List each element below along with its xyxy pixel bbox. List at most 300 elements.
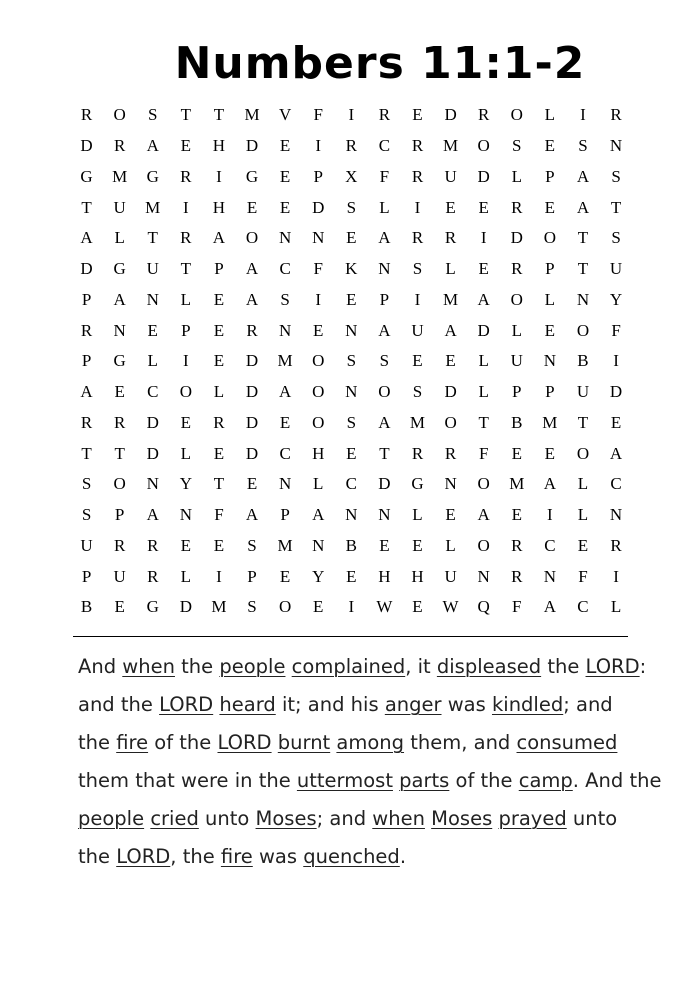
grid-letter[interactable]: S [346, 197, 357, 217]
grid-letter[interactable]: E [246, 197, 258, 217]
grid-letter[interactable]: G [146, 166, 159, 186]
grid-letter[interactable]: T [147, 228, 158, 248]
grid-letter[interactable]: A [278, 382, 292, 402]
grid-letter[interactable]: U [113, 566, 126, 586]
grid-letter[interactable]: O [179, 382, 192, 402]
grid-letter[interactable]: P [545, 259, 555, 279]
grid-letter[interactable]: R [113, 136, 126, 156]
grid-letter[interactable]: R [411, 443, 424, 463]
grid-letter[interactable]: D [146, 443, 159, 463]
grid-letter[interactable]: E [114, 382, 125, 402]
grid-letter[interactable]: R [213, 412, 225, 432]
grid-letter[interactable]: S [611, 166, 621, 186]
grid-letter[interactable]: R [147, 566, 159, 586]
grid-letter[interactable]: C [544, 535, 556, 555]
grid-letter[interactable]: L [577, 505, 589, 525]
grid-letter[interactable]: H [378, 566, 391, 586]
grid-letter[interactable]: E [346, 228, 357, 248]
grid-letter[interactable]: E [610, 412, 622, 432]
grid-letter[interactable]: G [245, 166, 259, 186]
grid-letter[interactable]: S [280, 289, 290, 309]
grid-letter[interactable]: B [577, 351, 589, 371]
grid-letter[interactable]: N [477, 566, 490, 586]
grid-letter[interactable]: A [146, 136, 159, 156]
grid-letter[interactable]: E [544, 136, 556, 156]
grid-letter[interactable]: M [211, 597, 227, 617]
grid-letter[interactable]: L [180, 443, 192, 463]
grid-letter[interactable]: F [379, 166, 390, 186]
grid-letter[interactable]: T [478, 412, 489, 432]
grid-letter[interactable]: I [613, 566, 619, 586]
grid-letter[interactable]: R [80, 320, 93, 340]
grid-letter[interactable]: T [114, 443, 125, 463]
grid-letter[interactable]: S [412, 259, 423, 279]
grid-letter[interactable]: L [180, 566, 192, 586]
grid-letter[interactable]: E [279, 197, 291, 217]
grid-letter[interactable]: N [278, 474, 292, 494]
grid-letter[interactable]: L [313, 474, 324, 494]
grid-letter[interactable]: S [346, 412, 357, 432]
grid-letter[interactable]: N [146, 289, 159, 309]
grid-letter[interactable]: P [214, 259, 224, 279]
grid-letter[interactable]: R [610, 105, 622, 125]
grid-letter[interactable]: O [444, 412, 457, 432]
grid-letter[interactable]: P [114, 505, 125, 525]
grid-letter[interactable]: W [376, 597, 393, 617]
grid-letter[interactable]: L [577, 474, 589, 494]
grid-letter[interactable]: M [145, 197, 161, 217]
grid-letter[interactable]: L [213, 382, 225, 402]
grid-letter[interactable]: E [346, 289, 357, 309]
grid-letter[interactable]: D [312, 197, 325, 217]
grid-letter[interactable]: U [444, 566, 457, 586]
grid-letter[interactable]: E [279, 566, 291, 586]
grid-letter[interactable]: D [80, 136, 93, 156]
hidden-word: displeased [436, 655, 542, 678]
grid-letter[interactable]: R [411, 228, 424, 248]
grid-letter[interactable]: E [279, 166, 291, 186]
grid-letter[interactable]: R [444, 228, 457, 248]
grid-letter[interactable]: A [543, 597, 556, 617]
grid-letter[interactable]: P [379, 289, 390, 309]
grid-letter[interactable]: E [511, 443, 522, 463]
grid-letter[interactable]: P [247, 566, 257, 586]
grid-letter[interactable]: E [180, 535, 192, 555]
grid-letter[interactable]: C [147, 382, 159, 402]
grid-letter[interactable]: G [80, 166, 93, 186]
grid-letter[interactable]: D [245, 443, 259, 463]
grid-letter[interactable]: F [214, 505, 224, 525]
grid-letter[interactable]: S [346, 351, 357, 371]
grid-letter[interactable]: O [576, 320, 590, 340]
grid-letter[interactable]: L [114, 228, 125, 248]
grid-letter[interactable]: R [511, 197, 523, 217]
grid-letter[interactable]: N [146, 474, 159, 494]
grid-letter[interactable]: H [312, 443, 325, 463]
grid-letter[interactable]: A [146, 505, 159, 525]
grid-letter[interactable]: B [511, 412, 523, 432]
grid-letter[interactable]: L [445, 259, 456, 279]
grid-letter[interactable]: L [478, 382, 489, 402]
grid-letter[interactable]: E [279, 412, 291, 432]
grid-letter[interactable]: E [346, 443, 357, 463]
grid-row [70, 285, 633, 316]
grid-letter[interactable]: D [477, 166, 490, 186]
grid-letter[interactable]: P [545, 382, 555, 402]
grid-letter[interactable]: D [80, 259, 93, 279]
grid-letter[interactable]: M [443, 289, 459, 309]
grid-letter[interactable]: P [545, 166, 555, 186]
grid-letter[interactable]: M [542, 412, 558, 432]
grid-letter[interactable]: U [113, 197, 126, 217]
grid-letter[interactable]: K [345, 259, 358, 279]
grid-letter[interactable]: I [580, 105, 586, 125]
grid-letter[interactable]: T [379, 443, 390, 463]
grid-letter[interactable]: E [279, 136, 291, 156]
grid-letter[interactable]: G [113, 259, 126, 279]
grid-letter[interactable]: F [313, 105, 323, 125]
grid-letter[interactable]: N [543, 351, 556, 371]
grid-letter[interactable]: S [247, 597, 257, 617]
grid-letter[interactable]: I [414, 289, 421, 309]
grid-letter[interactable]: A [477, 505, 490, 525]
grid-letter[interactable]: F [478, 443, 489, 463]
grid-letter[interactable]: A [378, 228, 391, 248]
grid-letter[interactable]: C [279, 259, 291, 279]
grid-letter[interactable]: O [312, 351, 325, 371]
grid-letter[interactable]: A [245, 289, 259, 309]
grid-letter[interactable]: C [345, 474, 357, 494]
divider [73, 636, 628, 637]
hidden-word: consumed [516, 731, 618, 754]
grid-letter[interactable]: E [213, 443, 225, 463]
grid-letter[interactable]: D [510, 228, 523, 248]
grid-letter[interactable]: O [312, 382, 325, 402]
grid-letter[interactable]: A [80, 228, 93, 248]
grid-letter[interactable]: E [180, 412, 192, 432]
grid-letter[interactable]: P [81, 351, 92, 371]
grid-letter[interactable]: E [544, 320, 556, 340]
grid-letter[interactable]: R [444, 443, 457, 463]
grid-letter[interactable]: A [576, 166, 590, 186]
grid-letter[interactable]: B [345, 535, 357, 555]
grid-letter[interactable]: E [213, 289, 225, 309]
grid-letter[interactable]: L [544, 105, 556, 125]
grid-letter[interactable]: H [411, 566, 424, 586]
grid-letter[interactable]: M [112, 166, 128, 186]
grid-letter[interactable]: D [245, 382, 259, 402]
grid-letter[interactable]: N [444, 474, 457, 494]
grid-letter[interactable]: E [445, 351, 456, 371]
grid-letter[interactable]: D [444, 105, 457, 125]
grid-letter[interactable]: I [414, 197, 421, 217]
grid-letter[interactable]: D [179, 597, 192, 617]
grid-letter[interactable]: T [610, 197, 622, 217]
grid-letter[interactable]: T [81, 197, 92, 217]
grid-letter[interactable]: X [345, 166, 358, 186]
grid-letter[interactable]: C [610, 474, 622, 494]
grid-letter[interactable]: R [113, 412, 126, 432]
grid-letter[interactable]: O [312, 412, 325, 432]
grid-letter[interactable]: R [180, 166, 192, 186]
grid-letter[interactable]: S [247, 535, 257, 555]
grid-letter[interactable]: D [378, 474, 391, 494]
grid-letter[interactable]: I [182, 351, 189, 371]
grid-letter[interactable]: E [114, 597, 125, 617]
grid-letter[interactable]: R [147, 535, 159, 555]
grid-letter[interactable]: I [216, 566, 222, 586]
grid-letter[interactable]: M [409, 412, 426, 432]
grid-letter[interactable]: V [278, 105, 292, 125]
grid-letter[interactable]: A [245, 259, 259, 279]
grid-letter[interactable]: R [378, 105, 391, 125]
grid-letter[interactable]: U [510, 351, 523, 371]
grid-letter[interactable]: N [278, 320, 292, 340]
grid-letter[interactable]: A [609, 443, 623, 463]
grid-letter[interactable]: R [246, 320, 258, 340]
grid-letter[interactable]: N [345, 505, 358, 525]
grid-letter[interactable]: A [245, 505, 259, 525]
grid-letter[interactable]: H [212, 136, 226, 156]
grid-letter[interactable]: G [146, 597, 159, 617]
grid-letter[interactable]: E [412, 105, 423, 125]
grid-letter[interactable]: E [313, 597, 324, 617]
grid-letter[interactable]: L [379, 197, 390, 217]
grid-letter[interactable]: T [213, 105, 225, 125]
grid-letter[interactable]: F [578, 566, 588, 586]
grid-letter[interactable]: S [578, 136, 588, 156]
grid-letter[interactable]: I [182, 197, 189, 217]
grid-letter[interactable]: O [378, 382, 391, 402]
grid-letter[interactable]: M [443, 136, 459, 156]
grid-letter[interactable]: P [280, 505, 290, 525]
grid-letter[interactable]: E [544, 197, 556, 217]
grid-letter[interactable]: S [512, 136, 522, 156]
grid-letter[interactable]: Y [609, 289, 623, 309]
grid-letter[interactable]: B [80, 597, 93, 617]
grid-letter[interactable]: R [511, 566, 523, 586]
grid-letter[interactable]: S [412, 382, 423, 402]
grid-letter[interactable]: R [180, 228, 192, 248]
grid-letter[interactable]: A [378, 320, 391, 340]
grid-letter[interactable]: F [611, 320, 621, 340]
grid-letter[interactable]: N [576, 289, 590, 309]
grid-letter[interactable]: D [609, 382, 623, 402]
grid-letter[interactable]: R [610, 535, 622, 555]
grid-letter[interactable]: E [313, 320, 324, 340]
grid-letter[interactable]: D [245, 412, 259, 432]
grid-letter[interactable]: D [146, 412, 159, 432]
hidden-word: kindled [491, 693, 564, 716]
grid-letter[interactable]: A [212, 228, 226, 248]
grid-letter[interactable]: O [477, 535, 490, 555]
grid-letter[interactable]: O [278, 597, 292, 617]
grid-letter[interactable]: M [277, 351, 293, 371]
grid-letter[interactable]: Y [179, 474, 192, 494]
grid-letter[interactable]: U [80, 535, 93, 555]
grid-letter[interactable]: W [442, 597, 459, 617]
grid-letter[interactable]: T [577, 228, 589, 248]
grid-letter[interactable]: I [547, 505, 553, 525]
grid-letter[interactable]: D [477, 320, 490, 340]
grid-letter[interactable]: F [512, 597, 522, 617]
grid-letter[interactable]: T [180, 105, 192, 125]
grid-letter[interactable]: E [412, 597, 423, 617]
grid-letter[interactable]: E [246, 474, 258, 494]
grid-letter[interactable]: O [510, 289, 523, 309]
grid-letter[interactable]: A [477, 289, 490, 309]
grid-letter[interactable]: T [81, 443, 92, 463]
grid-letter[interactable]: I [480, 228, 487, 248]
grid-letter[interactable]: S [81, 505, 92, 525]
grid-letter[interactable]: E [180, 136, 192, 156]
grid-letter[interactable]: F [313, 259, 323, 279]
grid-letter[interactable]: N [378, 505, 391, 525]
grid-letter[interactable]: U [411, 320, 424, 340]
grid-letter[interactable]: N [345, 320, 358, 340]
grid-letter[interactable]: A [113, 289, 126, 309]
grid-letter[interactable]: L [511, 166, 522, 186]
grid-letter[interactable]: O [245, 228, 259, 248]
grid-letter[interactable]: G [411, 474, 424, 494]
passage-text: And [78, 655, 123, 678]
grid-letter[interactable]: N [278, 228, 292, 248]
grid-letter[interactable]: R [511, 535, 523, 555]
grid-letter[interactable]: G [113, 351, 126, 371]
grid-letter[interactable]: T [180, 259, 192, 279]
passage-line [78, 838, 638, 876]
grid-letter[interactable]: E [478, 197, 489, 217]
grid-letter[interactable]: E [511, 505, 522, 525]
grid-letter[interactable]: O [113, 474, 126, 494]
grid-letter[interactable]: P [313, 166, 323, 186]
grid-letter[interactable]: N [179, 505, 192, 525]
grid-letter[interactable]: A [80, 382, 93, 402]
grid-letter[interactable]: U [609, 259, 623, 279]
grid-letter[interactable]: A [312, 505, 325, 525]
grid-letter[interactable]: S [148, 105, 158, 125]
grid-letter[interactable]: C [577, 597, 589, 617]
grid-letter[interactable]: L [412, 505, 423, 525]
grid-letter[interactable]: E [445, 197, 456, 217]
grid-letter[interactable]: E [379, 535, 390, 555]
hidden-word: fire [116, 731, 149, 754]
grid-letter[interactable]: Q [477, 597, 490, 617]
grid-letter[interactable]: N [543, 566, 556, 586]
grid-letter[interactable]: E [478, 259, 489, 279]
grid-letter[interactable]: D [444, 382, 457, 402]
grid-letter[interactable]: E [213, 351, 225, 371]
grid-letter[interactable]: E [412, 351, 423, 371]
grid-letter[interactable]: L [445, 535, 456, 555]
grid-letter[interactable]: E [445, 505, 456, 525]
grid-letter[interactable]: E [213, 320, 225, 340]
passage-text: unto [566, 807, 618, 830]
grid-letter[interactable]: L [610, 597, 622, 617]
grid-letter[interactable]: A [543, 474, 556, 494]
grid-letter[interactable]: N [345, 382, 358, 402]
grid-letter[interactable]: L [180, 289, 192, 309]
grid-letter[interactable]: A [378, 412, 391, 432]
grid-letter[interactable]: L [478, 351, 489, 371]
grid-letter[interactable]: T [213, 474, 225, 494]
grid-letter[interactable]: S [81, 474, 92, 494]
grid-letter[interactable]: I [216, 166, 222, 186]
grid-letter[interactable]: N [312, 228, 325, 248]
grid-letter[interactable]: E [346, 566, 357, 586]
grid-letter[interactable]: R [411, 136, 424, 156]
grid-letter[interactable]: D [245, 351, 259, 371]
grid-letter[interactable]: I [613, 351, 619, 371]
grid-letter[interactable]: O [510, 105, 523, 125]
grid-letter[interactable]: L [511, 320, 522, 340]
grid-letter[interactable]: R [80, 105, 93, 125]
grid-letter[interactable]: E [577, 535, 589, 555]
grid-letter[interactable]: R [511, 259, 523, 279]
grid-letter[interactable]: A [444, 320, 457, 340]
grid-letter[interactable]: M [509, 474, 525, 494]
grid-letter[interactable]: E [412, 535, 423, 555]
grid-letter[interactable]: M [244, 105, 260, 125]
grid-letter[interactable]: S [379, 351, 390, 371]
grid-letter[interactable]: O [576, 443, 590, 463]
grid-letter[interactable]: E [147, 320, 158, 340]
grid-letter[interactable]: P [181, 320, 191, 340]
grid-letter[interactable]: S [611, 228, 621, 248]
grid-letter[interactable]: A [576, 197, 590, 217]
grid-letter[interactable]: I [348, 597, 355, 617]
grid-letter[interactable]: M [277, 535, 293, 555]
grid-letter[interactable]: P [81, 566, 92, 586]
grid-letter[interactable]: N [113, 320, 126, 340]
grid-letter[interactable]: O [477, 136, 490, 156]
grid-letter[interactable]: N [378, 259, 391, 279]
grid-letter[interactable]: E [213, 535, 225, 555]
scripture-passage [78, 648, 662, 876]
grid-letter[interactable]: R [80, 412, 93, 432]
grid-letter[interactable]: P [81, 289, 92, 309]
grid-letter[interactable]: O [113, 105, 126, 125]
grid-letter[interactable]: U [146, 259, 159, 279]
grid-letter[interactable]: L [147, 351, 158, 371]
grid-letter[interactable]: R [411, 166, 424, 186]
grid-letter[interactable]: N [609, 505, 623, 525]
grid-letter[interactable]: O [477, 474, 490, 494]
grid-letter[interactable]: L [544, 289, 556, 309]
grid-letter[interactable]: U [576, 382, 590, 402]
grid-row [70, 408, 633, 439]
grid-letter[interactable]: D [245, 136, 259, 156]
grid-letter[interactable]: I [348, 105, 355, 125]
grid-letter[interactable]: I [315, 289, 322, 309]
grid-letter[interactable]: Y [312, 566, 325, 586]
grid-letter[interactable]: H [212, 197, 226, 217]
grid-letter[interactable]: I [315, 136, 322, 156]
grid-letter[interactable]: E [544, 443, 556, 463]
grid-letter[interactable]: P [512, 382, 522, 402]
grid-letter[interactable]: C [279, 443, 291, 463]
grid-letter[interactable]: T [577, 259, 589, 279]
grid-letter[interactable]: N [312, 535, 325, 555]
grid-letter[interactable]: T [577, 412, 589, 432]
grid-letter[interactable]: R [478, 105, 490, 125]
grid-letter[interactable]: R [345, 136, 357, 156]
grid-letter[interactable]: C [378, 136, 391, 156]
grid-letter[interactable]: O [543, 228, 556, 248]
grid-letter[interactable]: N [609, 136, 623, 156]
grid-letter[interactable]: R [113, 535, 126, 555]
grid-letter[interactable]: U [444, 166, 457, 186]
